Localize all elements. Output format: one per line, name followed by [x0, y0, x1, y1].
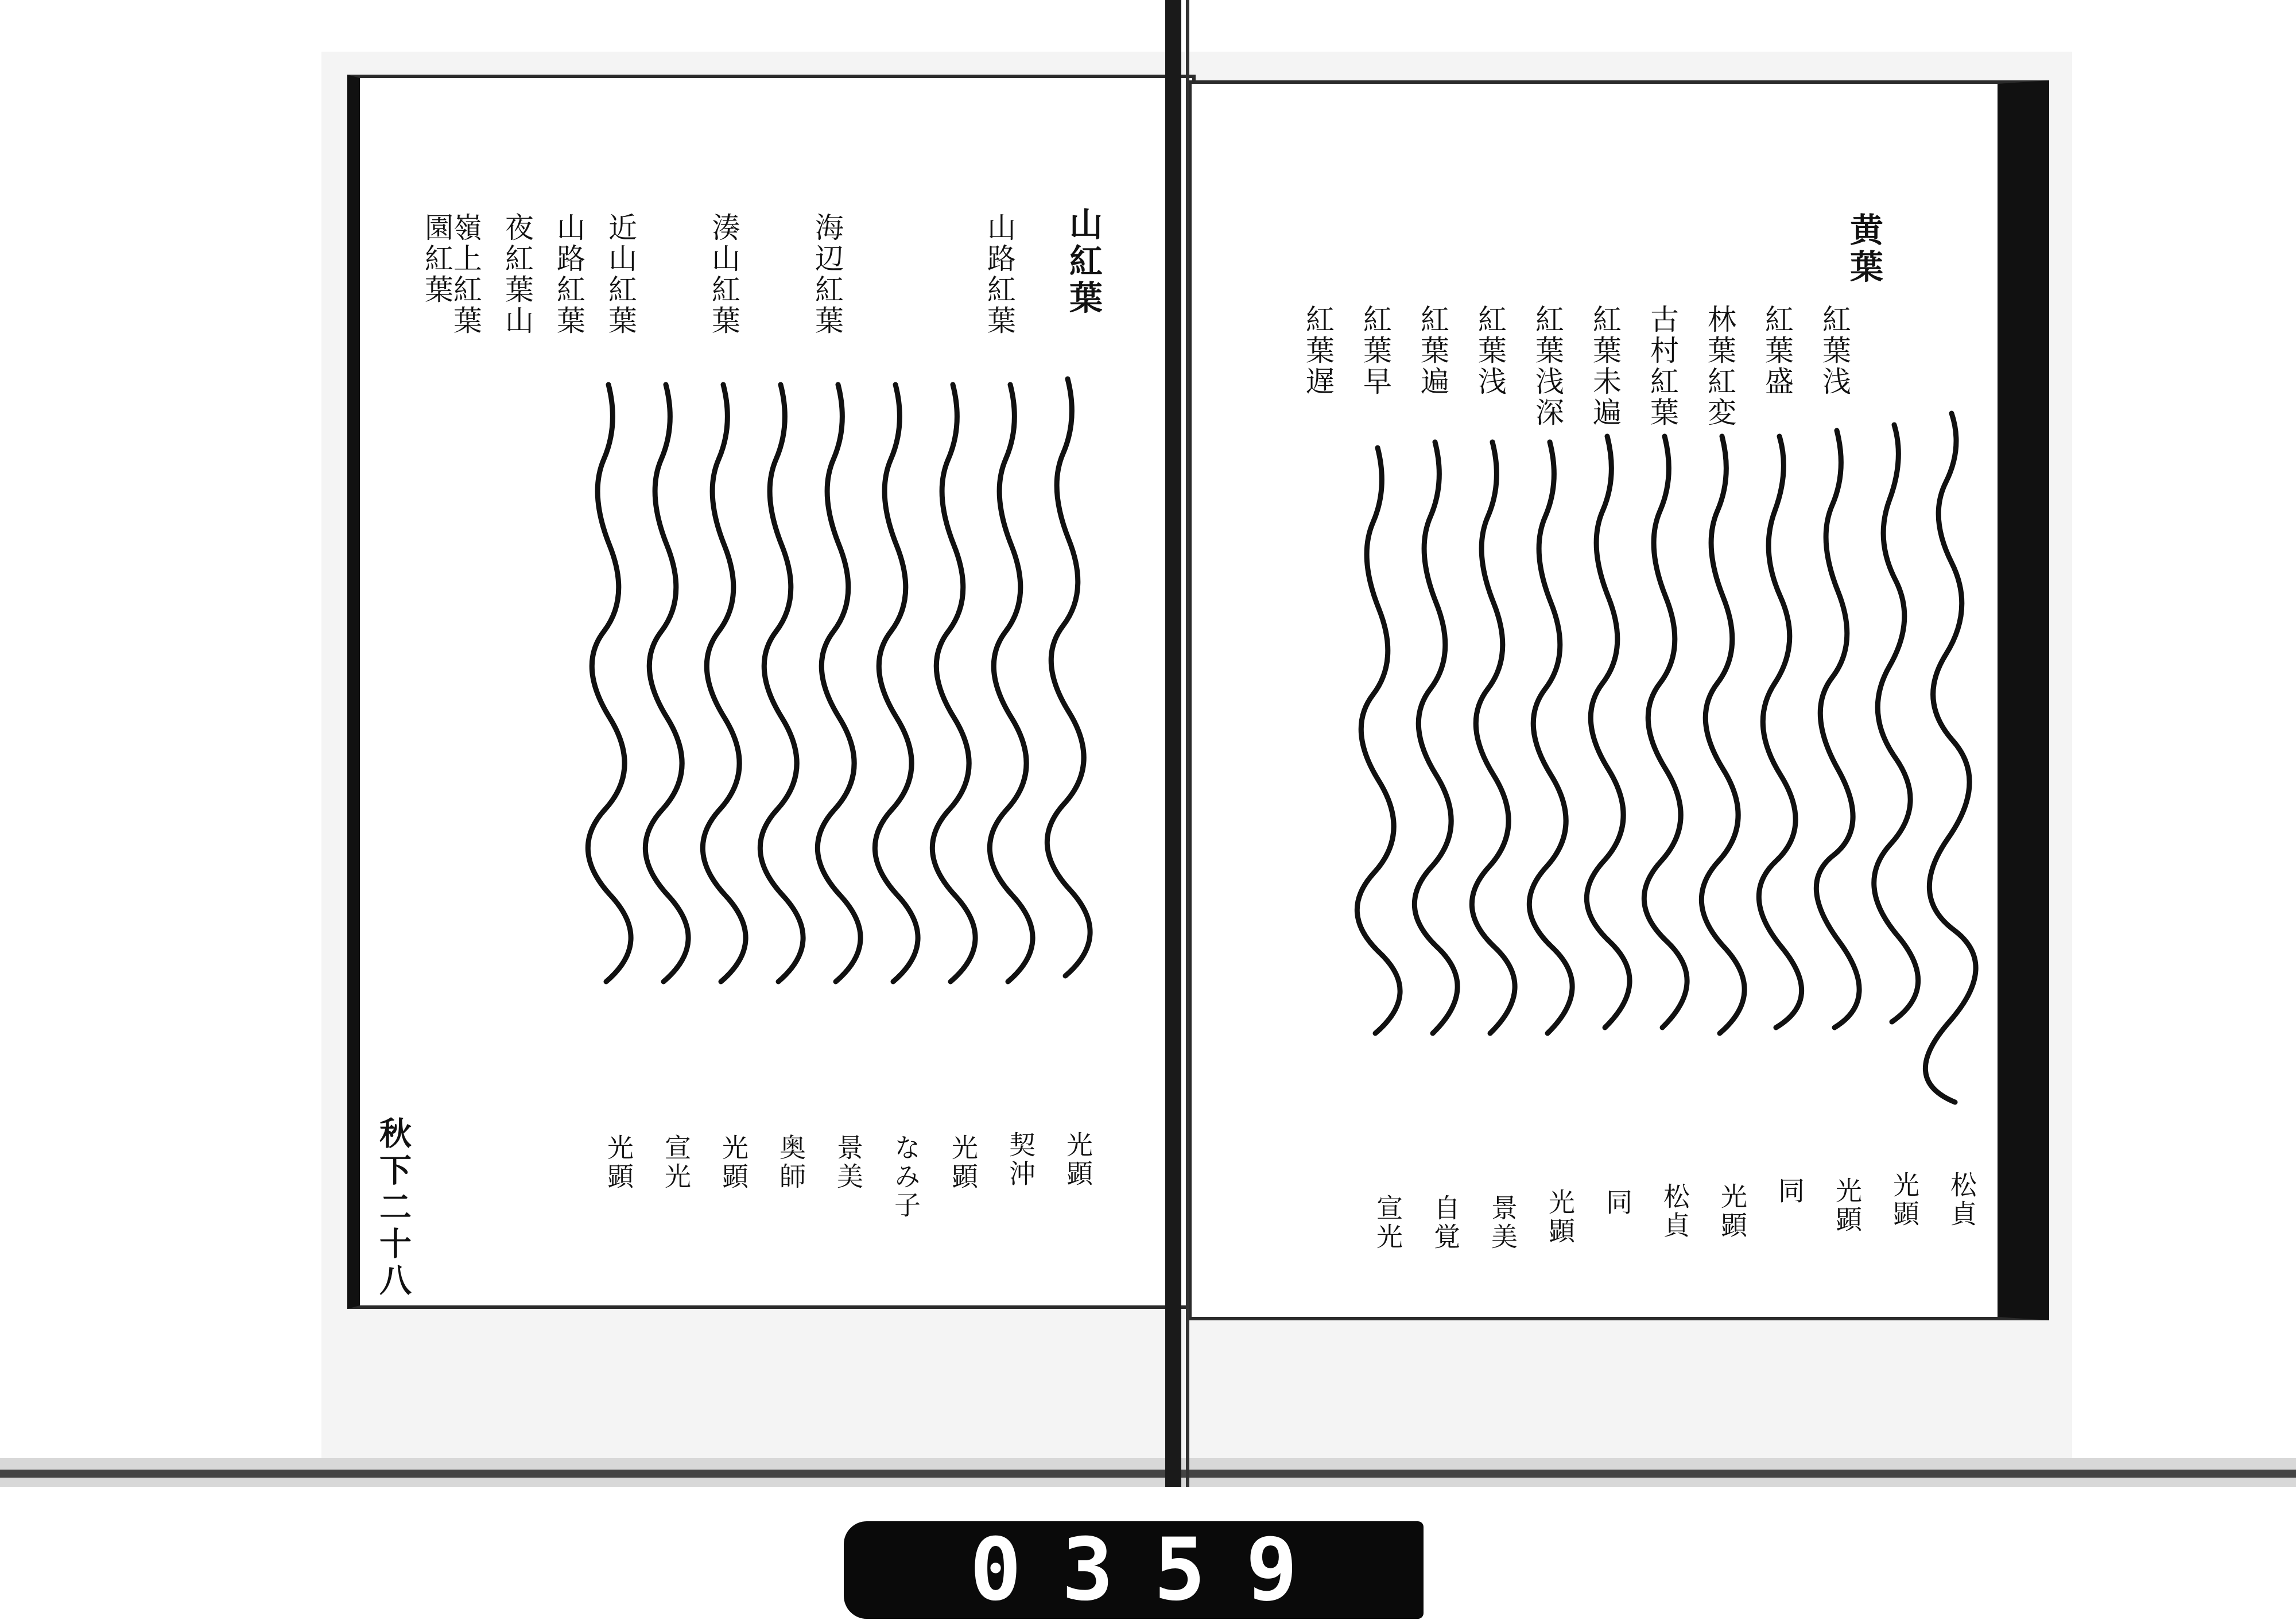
left-author-5: 景美 [833, 1134, 864, 1191]
right-heading-9: 紅葉遍 [1416, 304, 1449, 397]
right-author-2: 光顕 [1889, 1171, 1920, 1228]
left-heading-4: 湊山紅葉 [707, 212, 740, 336]
left-heading-9: 園紅葉 [420, 212, 453, 305]
right-author-5: 光顕 [1717, 1183, 1748, 1240]
right-heading-11: 紅葉遅 [1301, 304, 1335, 397]
right-author-10: 自覚 [1430, 1194, 1461, 1251]
frame-number-label [844, 1521, 1424, 1619]
left-heading-6: 山路紅葉 [552, 212, 585, 336]
left-heading-7: 夜紅葉山 [501, 212, 534, 336]
left-heading-3: 海辺紅葉 [810, 212, 844, 336]
left-heading-8: 嶺上紅葉 [449, 212, 482, 336]
left-author-9: 光顕 [603, 1134, 634, 1191]
right-heading-6: 紅葉未遍 [1588, 304, 1622, 428]
right-author-3: 光顕 [1832, 1177, 1863, 1234]
left-heading-5: 近山紅葉 [604, 212, 637, 336]
right-heading-3: 紅葉盛 [1760, 304, 1794, 397]
left-author-2: 契沖 [1005, 1131, 1036, 1188]
right-author-1: 松貞 [1946, 1171, 1977, 1228]
book-gutter-line [1186, 0, 1189, 1487]
left-author-1: 光顕 [1062, 1131, 1093, 1188]
right-author-7: 同 [1602, 1188, 1633, 1217]
frame-number: 0359 [969, 1520, 1338, 1620]
book-gutter [1165, 0, 1181, 1487]
right-heading-7: 紅葉浅深 [1531, 304, 1564, 428]
right-author-4: 同 [1774, 1177, 1805, 1206]
right-heading-2: 紅葉浅 [1818, 304, 1851, 397]
right-heading-4: 林葉紅変 [1703, 304, 1736, 428]
right-author-11: 宣光 [1372, 1194, 1403, 1251]
page-folio: 秋下二十八 [374, 1117, 412, 1300]
right-author-6: 松貞 [1659, 1183, 1690, 1240]
right-heading-5: 古村紅葉 [1646, 304, 1679, 428]
scanner-bed-edge [0, 1470, 2296, 1478]
left-page-handwriting [459, 367, 1119, 1171]
left-author-3: 光顕 [948, 1134, 979, 1191]
right-author-9: 景美 [1487, 1194, 1518, 1251]
right-page-handwriting [1251, 402, 1998, 1234]
left-author-7: 光顕 [718, 1134, 749, 1191]
left-author-6: 奥師 [775, 1134, 806, 1191]
left-author-4: なみ子 [890, 1134, 921, 1220]
left-heading-1: 山紅葉 [1064, 207, 1103, 317]
right-author-8: 光顕 [1545, 1188, 1576, 1246]
left-author-8: 宣光 [661, 1134, 692, 1191]
left-heading-2: 山路紅葉 [983, 212, 1016, 336]
right-heading-10: 紅葉早 [1359, 304, 1392, 397]
right-heading-1: 黄葉 [1844, 212, 1883, 286]
right-heading-8: 紅葉浅 [1473, 304, 1507, 397]
